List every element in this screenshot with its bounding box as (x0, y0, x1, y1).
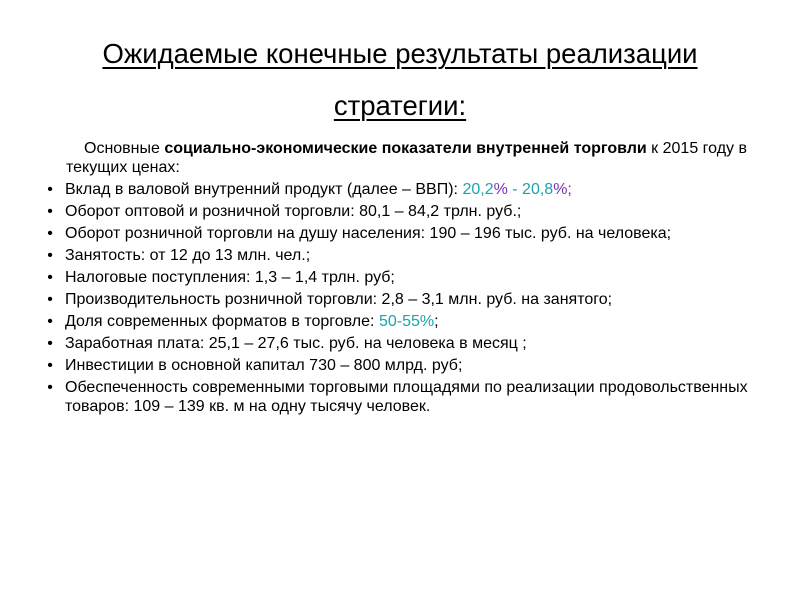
bullet-item-productivity (47, 290, 750, 309)
bullet-item-gdp (47, 180, 750, 199)
bullet-text-tail: ; (434, 313, 439, 330)
bullet-text: Налоговые поступления: 1,3 – 1,4 трлн. руб; (65, 269, 395, 286)
bullet-item-investment (47, 356, 750, 375)
bullet-text: Оборот оптовой и розничной торговли: 80,1 – 84,2 трлн. руб.; (65, 203, 522, 220)
slide-title (40, 28, 760, 132)
bullet-dot-icon: • (47, 379, 53, 396)
bullet-dot-icon: • (47, 313, 53, 330)
bullet-item-employment (47, 246, 750, 265)
bullet-item-retail-space (47, 378, 750, 416)
slide-title-line-1: Ожидаемые конечные результаты реализации (102, 38, 698, 69)
bullet-text: Оборот розничной торговли на душу населения: 190 – 196 тыс. руб. на человека; (65, 225, 672, 242)
intro-paragraph (50, 139, 750, 177)
gdp-percent-low: % (493, 181, 508, 198)
bullet-item-tax-revenue (47, 268, 750, 287)
gdp-percent-high: %; (553, 181, 572, 198)
bullet-dot-icon: • (47, 225, 53, 242)
bullet-dot-icon: • (47, 291, 53, 308)
bullet-item-salary (47, 334, 750, 353)
slide-title-line-2: стратегии: (333, 90, 467, 121)
bullet-dot-icon: • (47, 181, 53, 198)
bullet-text: Занятость: от 12 до 13 млн. чел.; (65, 247, 311, 264)
gdp-dash: - (507, 181, 523, 198)
bullet-text: Обеспеченность современными торговыми площадями по реализации продовольственных товаров: 109 – 139 кв. м на одну тысячу человек. (65, 379, 748, 415)
bullet-dot-icon: • (47, 357, 53, 374)
bullet-text: Инвестиции в основной капитал 730 – 800 млрд. руб; (65, 357, 463, 374)
modern-formats-share: 50-55% (378, 313, 435, 330)
bullet-list (47, 180, 750, 416)
bullet-text: Доля современных форматов в торговле: (65, 313, 379, 330)
gdp-value-low: 20,2 (462, 181, 494, 198)
bullet-item-modern-formats (47, 312, 750, 331)
intro-bold: социально-экономические показатели внутренней торговли (164, 140, 647, 157)
bullet-dot-icon: • (47, 335, 53, 352)
bullet-text: Вклад в валовой внутренний продукт (далее – ВВП): (65, 181, 463, 198)
bullet-item-wholesale-retail (47, 202, 750, 221)
bullet-text: Производительность розничной торговли: 2,8 – 3,1 млн. руб. на занятого; (65, 291, 613, 308)
gdp-value-high: 20,8 (522, 181, 554, 198)
bullet-dot-icon: • (47, 269, 53, 286)
slide-body (47, 139, 750, 419)
bullet-dot-icon: • (47, 247, 53, 264)
bullet-text: Заработная плата: 25,1 – 27,6 тыс. руб. на человека в месяц ; (65, 335, 527, 352)
bullet-item-retail-per-capita (47, 224, 750, 243)
bullet-dot-icon: • (47, 203, 53, 220)
intro-tail: к 2015 году в текущих ценах: (66, 140, 747, 176)
intro-lead: Основные (84, 140, 165, 157)
